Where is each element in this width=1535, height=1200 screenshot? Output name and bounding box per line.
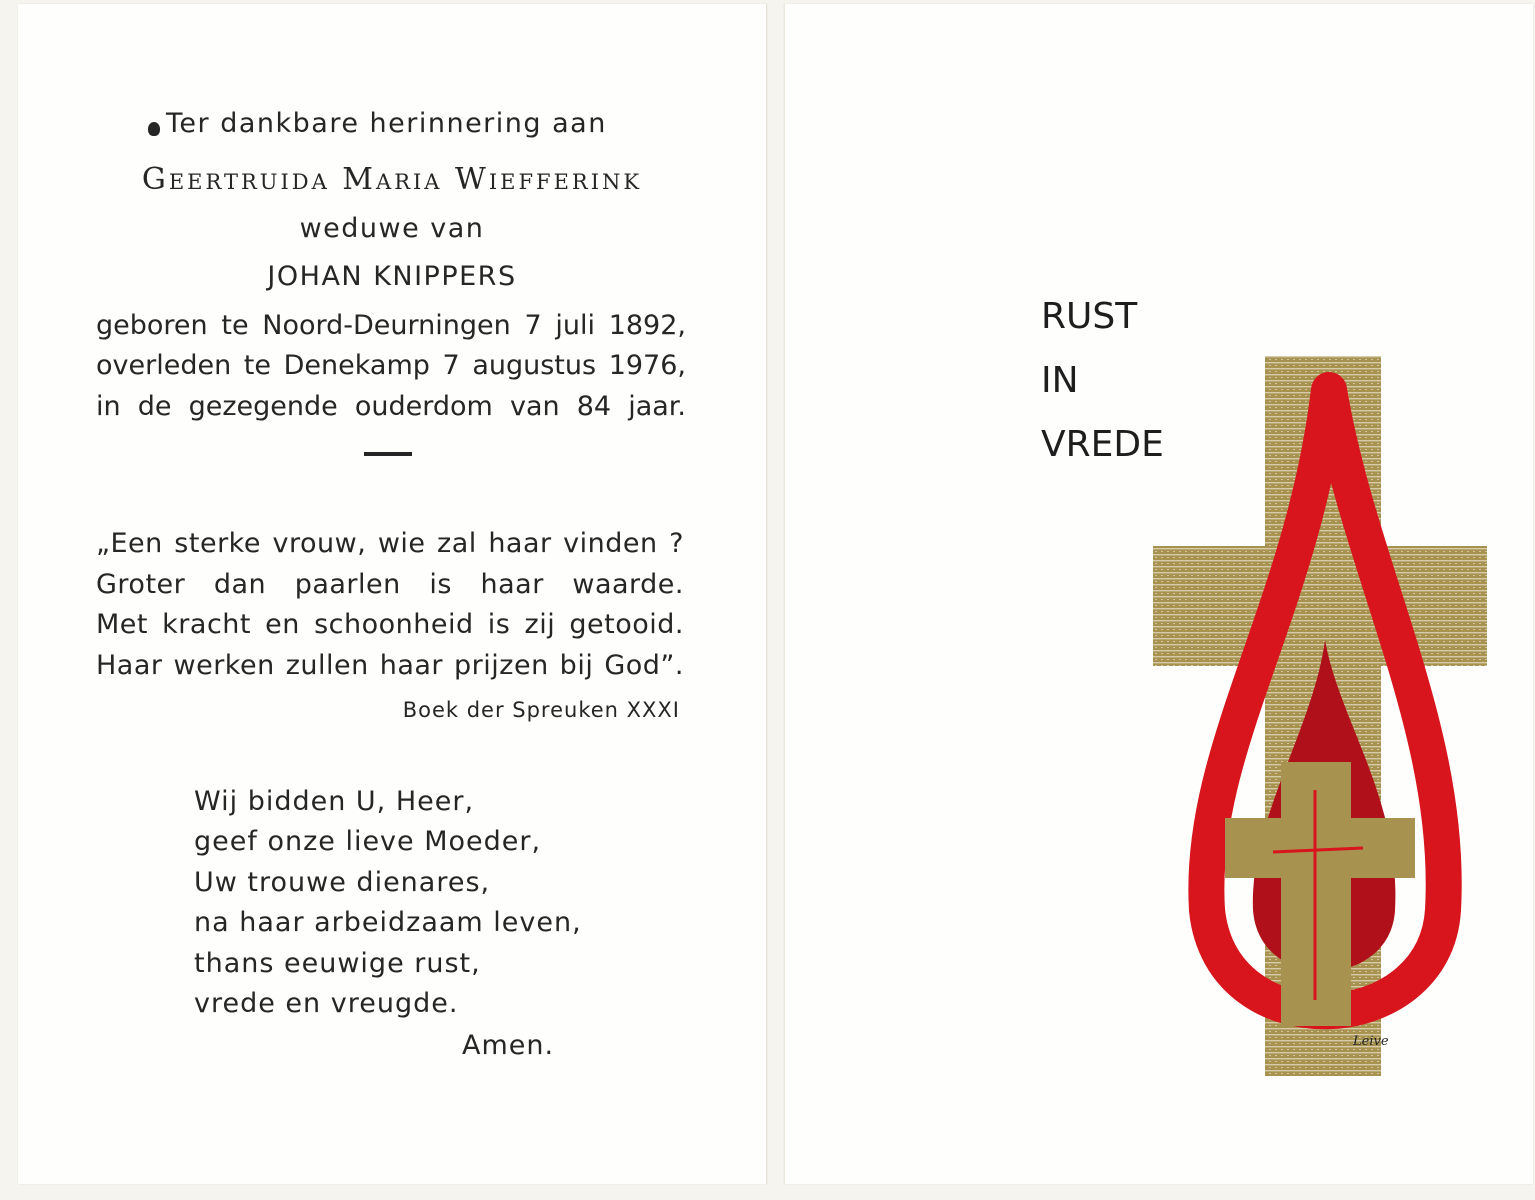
age-line: in de gezegende ouderdom van 84 jaar. [96, 391, 686, 422]
prayer-line: thans eeuwige rust, [194, 948, 481, 979]
image-card [784, 4, 1533, 1184]
amen: Amen. [462, 1030, 555, 1061]
intro-line [148, 108, 607, 139]
deceased-name: Geertruida Maria Wiefferink [141, 162, 643, 197]
rip-line-vrede: VREDE [1041, 424, 1164, 465]
text-card [18, 4, 767, 1184]
prayer-line: Uw trouwe dienares, [194, 867, 491, 898]
birth-line: geboren te Noord-Deurningen 7 juli 1892, [96, 310, 686, 341]
widow-of-line: weduwe van [299, 213, 485, 244]
prayer-line: Wij bidden U, Heer, [194, 786, 475, 817]
ink-dot-icon [148, 122, 160, 136]
rip-line-rust: RUST [1041, 296, 1138, 337]
divider [364, 452, 412, 456]
prayer-line: vrede en vreugde. [194, 988, 459, 1019]
prayer-line: na haar arbeidzaam leven, [194, 907, 582, 938]
verse-line: Groter dan paarlen is haar waarde. [96, 569, 684, 600]
intro-text: Ter dankbare herinnering aan [166, 108, 607, 139]
death-line: overleden te Denekamp 7 augustus 1976, [96, 350, 686, 381]
verse-line: Haar werken zullen haar prijzen bij God”. [96, 650, 684, 681]
verse-line: Met kracht en schoonheid is zij getooid. [96, 609, 684, 640]
husband-name: JOHAN KNIPPERS [267, 261, 517, 292]
cross-and-drop-icon [1153, 350, 1493, 1082]
prayer-line: geef onze lieve Moeder, [194, 826, 542, 857]
artist-signature: Leive [1353, 1034, 1389, 1049]
verse-line: „Een sterke vrouw, wie zal haar vinden ? [96, 528, 684, 559]
rip-line-in: IN [1041, 360, 1079, 401]
verse-source: Boek der Spreuken XXXI [402, 698, 680, 722]
